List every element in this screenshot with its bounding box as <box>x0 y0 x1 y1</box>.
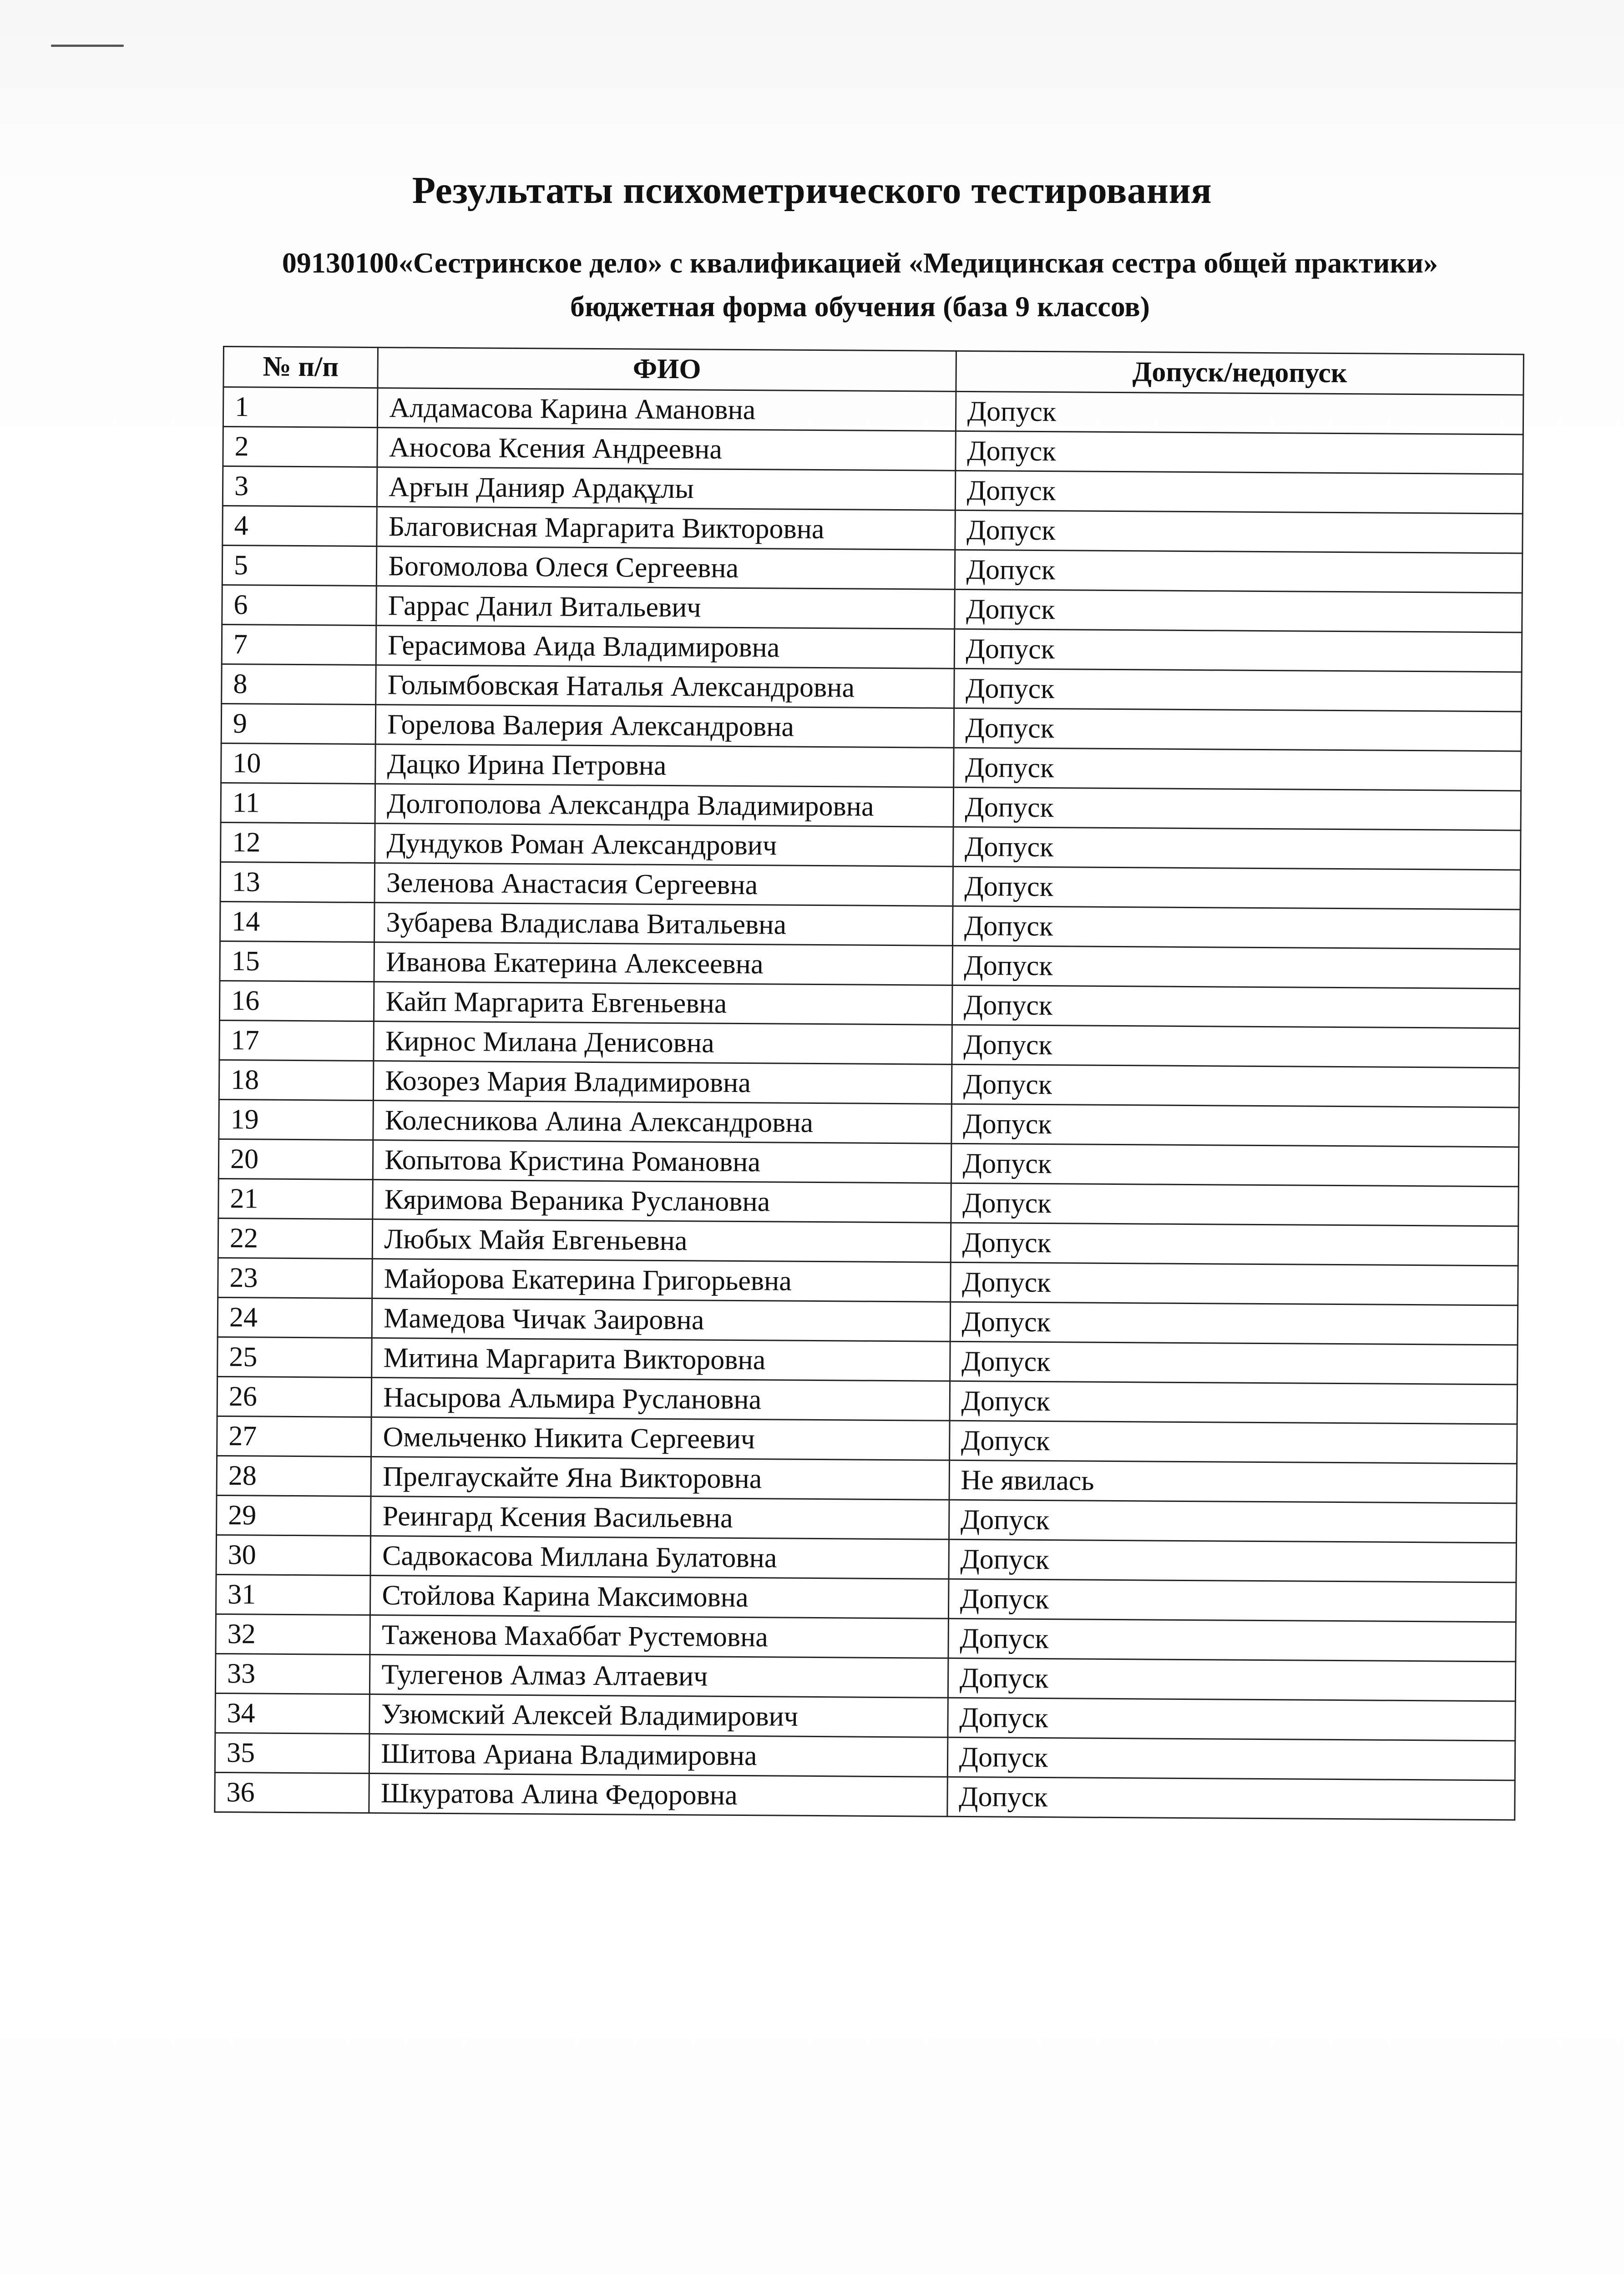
row-admission-status: Допуск <box>953 787 1521 830</box>
row-fio: Благовисная Маргарита Викторовна <box>377 507 955 550</box>
row-admission-status: Допуск <box>953 866 1521 910</box>
row-admission-status: Допуск <box>951 1183 1518 1226</box>
row-number: 5 <box>222 546 377 586</box>
row-number: 9 <box>221 703 376 744</box>
row-number: 23 <box>218 1258 373 1298</box>
row-number: 33 <box>215 1653 370 1694</box>
row-admission-status: Допуск <box>955 550 1523 593</box>
row-fio: Герасимова Аида Владимировна <box>376 626 955 669</box>
row-number: 17 <box>219 1020 374 1061</box>
row-number: 32 <box>216 1614 370 1654</box>
row-fio: Кайп Маргарита Евгеньевна <box>374 982 952 1025</box>
table-row <box>215 1772 1515 1820</box>
row-admission-status: Допуск <box>947 1777 1515 1820</box>
row-admission-status: Допуск <box>950 1381 1518 1424</box>
row-number: 30 <box>216 1535 371 1575</box>
row-fio: Шкуратова Алина Федоровна <box>369 1774 947 1817</box>
row-fio: Митина Маргарита Викторовна <box>372 1338 950 1381</box>
row-number: 13 <box>220 862 375 902</box>
row-fio: Дундуков Роман Александрович <box>375 824 953 867</box>
row-number: 16 <box>219 981 374 1021</box>
row-number: 3 <box>223 466 377 507</box>
row-fio: Богомолова Олеся Сергеевна <box>377 546 955 590</box>
row-fio: Кяримова Вераника Руслановна <box>373 1180 951 1223</box>
row-number: 15 <box>220 941 374 981</box>
row-number: 19 <box>219 1099 374 1140</box>
row-number: 36 <box>215 1772 369 1813</box>
row-fio: Майорова Екатерина Григорьевна <box>372 1259 951 1302</box>
row-admission-status: Допуск <box>949 1539 1517 1582</box>
row-number: 35 <box>215 1733 369 1773</box>
row-admission-status: Допуск <box>948 1658 1516 1701</box>
document-title: Результаты психометрического тестирования <box>412 169 1212 212</box>
row-admission-status: Допуск <box>955 510 1523 553</box>
column-header-fio: ФИО <box>378 348 956 392</box>
row-fio: Садвокасова Миллана Булатовна <box>370 1536 949 1579</box>
row-number: 2 <box>223 427 378 467</box>
row-fio: Реингард Ксения Васильевна <box>371 1496 949 1540</box>
row-admission-status: Допуск <box>948 1698 1516 1741</box>
row-number: 14 <box>220 901 375 942</box>
row-fio: Колесникова Алина Александровна <box>373 1101 951 1144</box>
row-fio: Дацко Ирина Петровна <box>375 744 954 788</box>
pen-mark <box>51 45 124 47</box>
row-fio: Аносова Ксения Андреевна <box>377 428 956 471</box>
row-admission-status: Допуск <box>951 1143 1519 1187</box>
row-admission-status: Допуск <box>953 748 1521 791</box>
row-number: 12 <box>221 822 375 863</box>
row-fio: Мамедова Чичак Заировна <box>372 1299 950 1342</box>
row-fio: Тулегенов Алмаз Алтаевич <box>370 1655 948 1698</box>
row-fio: Козорез Мария Владимировна <box>374 1061 952 1104</box>
row-number: 6 <box>222 585 377 625</box>
row-number: 24 <box>218 1297 372 1338</box>
row-admission-status: Допуск <box>956 391 1523 435</box>
row-fio: Таженова Махаббат Рустемовна <box>370 1615 948 1658</box>
table-header-row <box>223 347 1523 395</box>
row-admission-status: Допуск <box>955 470 1523 514</box>
row-fio: Зубарева Владислава Витальевна <box>374 903 953 946</box>
row-number: 8 <box>222 664 376 704</box>
row-admission-status: Допуск <box>952 1025 1520 1068</box>
row-admission-status: Допуск <box>954 668 1522 712</box>
row-number: 25 <box>218 1337 372 1377</box>
row-fio: Кирнос Милана Денисовна <box>374 1021 952 1065</box>
row-number: 7 <box>222 624 376 665</box>
row-admission-status: Не явилась <box>949 1460 1517 1503</box>
row-fio: Долгополова Александра Владимировна <box>375 784 953 827</box>
row-fio: Алдамасова Карина Амановна <box>378 388 956 431</box>
row-number: 4 <box>223 506 377 546</box>
row-number: 11 <box>221 783 375 823</box>
row-number: 27 <box>217 1416 372 1456</box>
row-number: 18 <box>219 1060 374 1100</box>
row-number: 28 <box>217 1456 371 1496</box>
column-header-number: № п/п <box>223 347 378 388</box>
results-table-body <box>215 387 1523 1820</box>
row-number: 20 <box>218 1139 373 1179</box>
column-header-admission: Допуск/недопуск <box>956 351 1524 395</box>
row-fio: Горелова Валерия Александровна <box>375 705 954 748</box>
row-fio: Шитова Ариана Владимировна <box>369 1734 948 1777</box>
row-fio: Арғын Данияр Ардақұлы <box>377 467 956 511</box>
row-admission-status: Допуск <box>951 1223 1518 1266</box>
row-fio: Стойлова Карина Максимовна <box>370 1576 949 1619</box>
row-number: 29 <box>217 1495 371 1536</box>
row-fio: Голымбовская Наталья Александровна <box>376 665 954 708</box>
row-fio: Копытова Кристина Романовна <box>373 1140 951 1183</box>
row-admission-status: Допуск <box>947 1737 1515 1780</box>
row-number: 10 <box>221 743 376 784</box>
row-admission-status: Допуск <box>953 827 1521 870</box>
row-number: 31 <box>216 1574 370 1615</box>
row-admission-status: Допуск <box>952 985 1520 1028</box>
row-admission-status: Допуск <box>950 1341 1518 1385</box>
row-number: 26 <box>217 1376 372 1417</box>
row-admission-status: Допуск <box>948 1579 1516 1622</box>
row-number: 21 <box>218 1178 373 1219</box>
results-table <box>214 346 1524 1820</box>
row-admission-status: Допуск <box>950 1262 1518 1305</box>
row-fio: Любых Майя Евгеньевна <box>373 1219 951 1263</box>
row-admission-status: Допуск <box>949 1500 1517 1543</box>
row-number: 22 <box>218 1218 373 1259</box>
row-fio: Омельченко Никита Сергеевич <box>371 1417 950 1461</box>
row-admission-status: Допуск <box>951 1064 1519 1107</box>
row-fio: Насырова Альмира Руслановна <box>371 1378 950 1421</box>
row-admission-status: Допуск <box>952 945 1520 989</box>
row-admission-status: Допуск <box>948 1618 1516 1662</box>
row-number: 1 <box>223 387 378 428</box>
row-admission-status: Допуск <box>951 1104 1519 1147</box>
row-admission-status: Допуск <box>949 1421 1517 1464</box>
row-fio: Прелгаускайте Яна Викторовна <box>371 1457 949 1500</box>
document-subtitle: 09130100«Сестринское дело» с квалификацией «Медицинская сестра общей практики» бюджетная форма обучения (база 9 классов) <box>282 247 1438 323</box>
row-admission-status: Допуск <box>954 708 1522 751</box>
row-fio: Иванова Екатерина Алексеевна <box>374 942 952 986</box>
row-number: 34 <box>215 1693 370 1734</box>
row-admission-status: Допуск <box>954 589 1522 632</box>
row-fio: Гаррас Данил Витальевич <box>376 586 955 629</box>
row-admission-status: Допуск <box>952 906 1520 949</box>
row-fio: Зеленова Анастасия Сергеевна <box>374 863 953 906</box>
row-fio: Узюмский Алексей Владимирович <box>369 1694 948 1738</box>
row-admission-status: Допуск <box>956 431 1523 474</box>
row-admission-status: Допуск <box>954 629 1522 672</box>
row-admission-status: Допуск <box>950 1302 1518 1345</box>
